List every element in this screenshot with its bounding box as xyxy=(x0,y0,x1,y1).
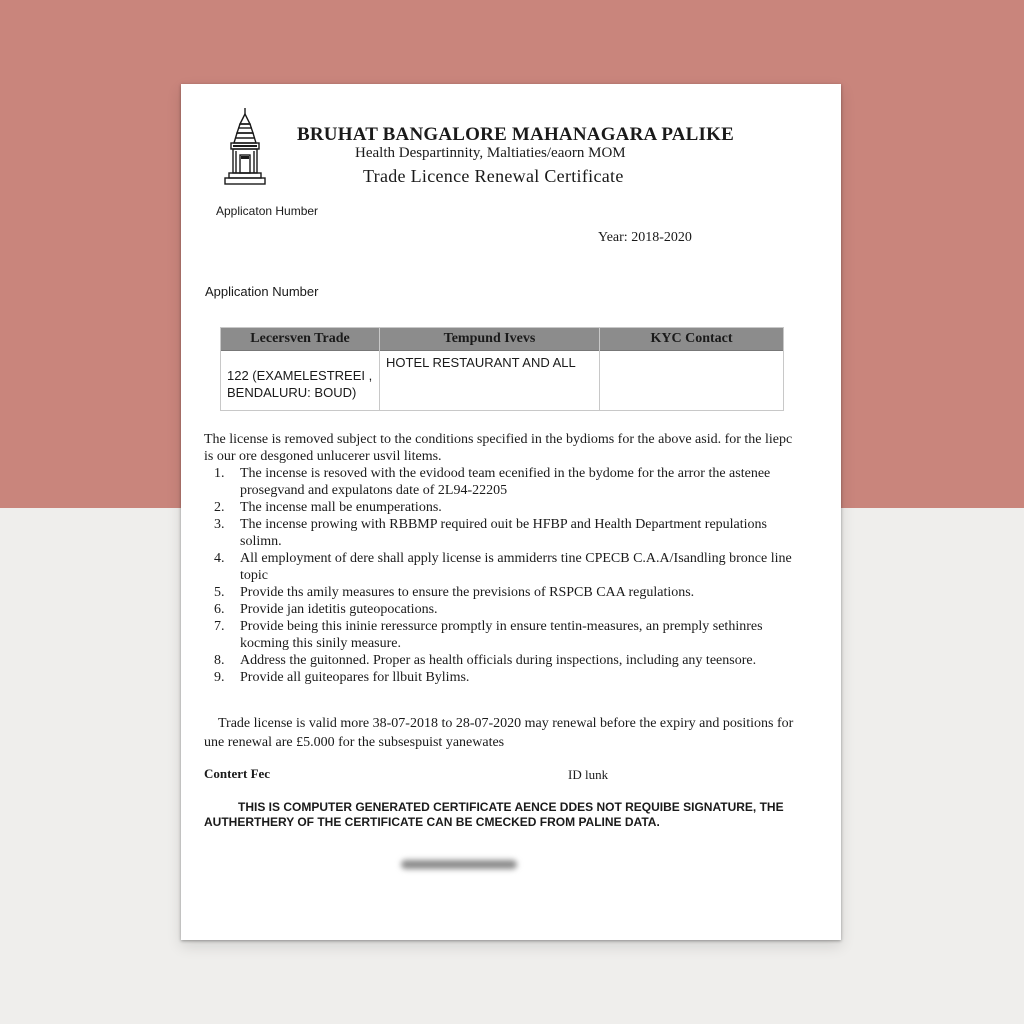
list-item xyxy=(214,499,804,516)
validity-statement xyxy=(204,714,794,752)
list-item xyxy=(214,516,804,550)
certificate-page xyxy=(181,84,841,940)
condition-text: The incense mall be enumperations. xyxy=(240,500,442,515)
table-cell: 122 (EXAMELESTREEI , BENDALURU: BOUD) xyxy=(227,368,373,400)
trade-info-table xyxy=(220,327,784,411)
table-cell xyxy=(600,351,783,354)
list-item xyxy=(214,465,804,499)
certificate-title: Trade Licence Renewal Certificate xyxy=(363,166,624,186)
application-number-label: Application Number xyxy=(205,284,319,299)
conditions-list xyxy=(214,465,804,686)
table-cell: HOTEL RESTAURANT AND ALL xyxy=(386,355,576,370)
bbmp-emblem-icon xyxy=(221,106,269,188)
table-column xyxy=(600,328,783,410)
condition-number: 4. xyxy=(214,551,225,566)
condition-number: 3. xyxy=(214,517,225,532)
condition-number: 2. xyxy=(214,500,225,515)
condition-text: The incense is resoved with the evidood team ecenified in the bydome for the arror the astenee prosegvand and expulatons date of 2L94-22205 xyxy=(240,466,771,498)
validity-text: Trade license is valid more 38-07-2018 to 28-07-2020 may renewal before the expiry and positions for une renewal are £5.000 for the subsespuist yanewates xyxy=(204,716,794,750)
license-intro: The license is removed subject to the conditions specified in the bydioms for the above asid. for the liepc is our ore desgoned unlucerer usvil litems. xyxy=(204,432,793,464)
condition-text: Provide ths amily measures to ensure the previsions of RSPCB CAA regulations. xyxy=(240,585,695,600)
table-header-cell: Tempund Ivevs xyxy=(380,328,599,351)
redacted-blur xyxy=(401,860,517,869)
condition-text: Provide jan idetitis guteopocations. xyxy=(240,602,438,617)
condition-text: All employment of dere shall apply license is ammiderrs tine CPECB C.A.A/Isandling bronce line topic xyxy=(240,551,792,583)
condition-number: 5. xyxy=(214,585,225,600)
condition-number: 8. xyxy=(214,653,225,668)
condition-text: Provide all guiteopares for llbuit Bylims. xyxy=(240,670,470,685)
condition-text: Provide being this ininie reressurce promptly in ensure tentin-measures, an premply sethinres kocming this sinily measure. xyxy=(240,619,763,651)
contents-label: Contert Fec xyxy=(204,766,271,781)
list-item xyxy=(214,601,804,618)
table-header-cell: Lecersven Trade xyxy=(221,328,379,351)
list-item xyxy=(214,652,804,669)
year-range: Year: 2018-2020 xyxy=(598,230,692,245)
computer-generated-note xyxy=(204,800,804,830)
condition-text: The incense prowing with RBBMP required ouit be HFBP and Health Department repulations solimn. xyxy=(240,517,767,549)
condition-number: 7. xyxy=(214,619,225,634)
condition-text: Address the guitonned. Proper as health officials during inspections, including any teensore. xyxy=(240,653,757,668)
condition-number: 1. xyxy=(214,466,225,481)
id-link[interactable]: ID lunk xyxy=(568,767,609,782)
table-column xyxy=(221,328,380,410)
table-header-cell: KYC Contact xyxy=(600,328,783,351)
table-column xyxy=(380,328,600,410)
condition-number: 6. xyxy=(214,602,225,617)
list-item xyxy=(214,669,804,686)
list-item xyxy=(214,550,804,584)
list-item xyxy=(214,618,804,652)
department-name: Health Despartinnity, Maltiaties/eaorn MOM xyxy=(355,145,626,161)
organization-name: BRUHAT BANGALORE MAHANAGARA PALIKE xyxy=(297,124,734,145)
application-label-top: Applicaton Humber xyxy=(216,204,319,218)
condition-number: 9. xyxy=(214,670,225,685)
footer-note-text: THIS IS COMPUTER GENERATED CERTIFICATE AENCE DDES NOT REQUIBE SIGNATURE, THE AUTHERTHERY OF THE CERTIFICATE CAN BE CMECKED FROM PALINE DATA. xyxy=(204,800,784,829)
list-item xyxy=(214,584,804,601)
